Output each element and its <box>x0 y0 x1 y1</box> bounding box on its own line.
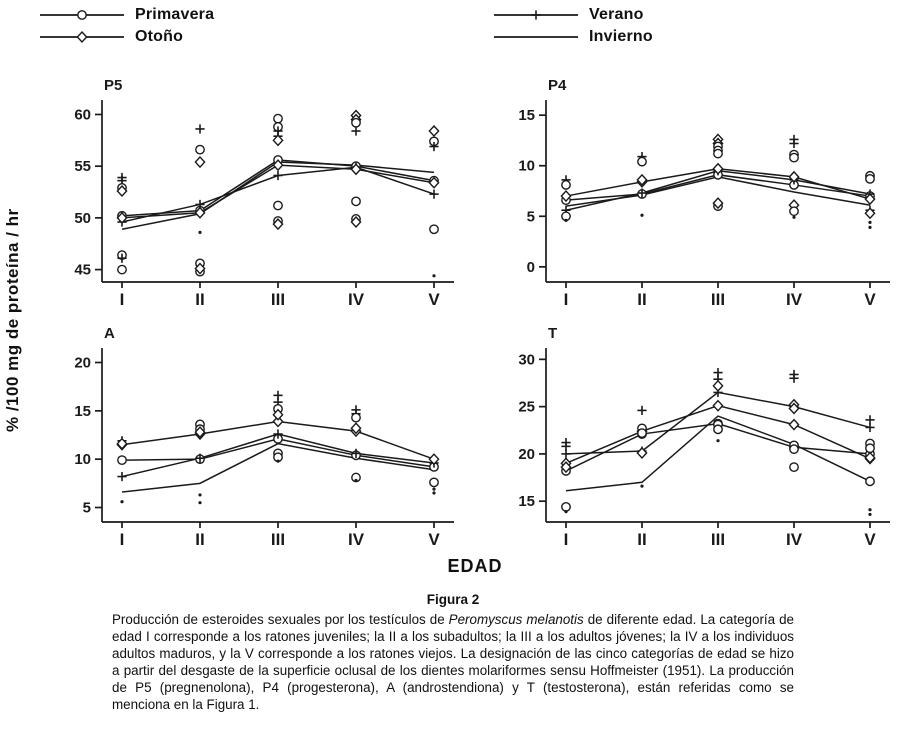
verano-line-plus-icon <box>492 5 580 25</box>
chart-svg-P4 <box>496 70 900 318</box>
subplot-title: A <box>104 325 115 342</box>
x-tick-label: IV <box>785 290 803 309</box>
dot-marker-icon <box>716 439 719 442</box>
x-tick-label: V <box>864 530 876 549</box>
dot-marker-icon <box>198 231 201 234</box>
chart-p5 <box>52 70 464 318</box>
figure-caption <box>112 591 794 713</box>
dot-marker-icon <box>198 493 201 496</box>
diamond-marker-icon <box>77 32 86 42</box>
circle-marker-icon <box>790 153 798 161</box>
y-tick-label: 5 <box>526 208 535 226</box>
y-tick-label: 5 <box>82 499 91 517</box>
circle-marker-icon <box>352 413 360 421</box>
dot-marker-icon <box>432 488 435 491</box>
y-tick-label: 45 <box>74 261 91 279</box>
chart-p4 <box>496 70 900 318</box>
caption-title: Figura 2 <box>426 592 480 607</box>
dot-marker-icon <box>354 479 357 482</box>
circle-marker-icon <box>274 114 282 122</box>
x-tick-label: III <box>270 530 286 549</box>
circle-marker-icon <box>118 456 126 464</box>
circle-marker-icon <box>638 157 646 165</box>
diamond-marker-icon <box>429 126 438 136</box>
circle-marker-icon <box>790 463 798 471</box>
subplot-title: P4 <box>548 77 567 94</box>
x-tick-label: V <box>428 290 440 309</box>
x-tick-label: IV <box>785 530 803 549</box>
x-tick-label: I <box>563 530 569 549</box>
circle-marker-icon <box>790 207 798 215</box>
diamond-marker-icon <box>195 157 204 167</box>
x-tick-label: IV <box>347 530 365 549</box>
diamond-marker-icon <box>713 381 722 391</box>
chart-a <box>52 318 464 558</box>
circle-marker-icon <box>714 149 722 157</box>
x-tick-label: III <box>710 530 726 549</box>
circle-marker-icon <box>352 197 360 205</box>
x-tick-label: II <box>637 290 647 309</box>
y-tick-label: 15 <box>518 493 535 511</box>
circle-marker-icon <box>196 145 204 153</box>
legend-item-invierno <box>492 27 653 47</box>
dot-marker-icon <box>640 484 643 487</box>
circle-marker-icon <box>274 201 282 209</box>
y-tick-label: 60 <box>74 106 91 124</box>
dot-marker-icon <box>564 219 567 222</box>
dot-marker-icon <box>432 491 435 494</box>
circle-marker-icon <box>352 119 360 127</box>
circle-marker-icon <box>714 425 722 433</box>
y-tick-label: 15 <box>74 402 91 420</box>
y-axis-label: % /100 mg de proteína / hr <box>3 208 22 432</box>
species-name: Peromyscus melanotis <box>448 612 584 627</box>
x-tick-label: I <box>563 290 569 309</box>
dot-marker-icon <box>868 221 871 224</box>
y-tick-label: 30 <box>518 351 535 369</box>
otono-line-diamond-icon <box>38 27 126 47</box>
circle-marker-icon <box>790 445 798 453</box>
subplot-title: T <box>548 325 558 342</box>
y-tick-label: 0 <box>526 258 535 276</box>
y-tick-label: 10 <box>518 157 535 175</box>
x-tick-label: II <box>195 530 205 549</box>
dot-marker-icon <box>198 501 201 504</box>
circle-marker-icon <box>866 175 874 183</box>
chart-t <box>496 318 900 558</box>
primavera-line-circle-icon <box>38 5 126 25</box>
dot-marker-icon <box>792 216 795 219</box>
y-tick-label: 10 <box>74 451 91 469</box>
chart-svg-T <box>496 318 900 558</box>
circle-marker-icon <box>78 11 86 19</box>
x-tick-label: III <box>710 290 726 309</box>
y-tick-label: 50 <box>74 209 91 227</box>
x-tick-label: I <box>119 530 125 549</box>
dot-marker-icon <box>120 500 123 503</box>
y-tick-label: 20 <box>74 354 91 372</box>
y-tick-label: 25 <box>518 398 535 416</box>
x-tick-label: V <box>428 530 440 549</box>
circle-marker-icon <box>562 181 570 189</box>
dot-marker-icon <box>564 510 567 513</box>
legend-label-primavera: Primavera <box>135 6 215 23</box>
x-tick-label: II <box>637 530 647 549</box>
x-tick-label: III <box>270 290 286 309</box>
x-tick-label: IV <box>347 290 365 309</box>
circle-marker-icon <box>430 225 438 233</box>
caption-segment: de diferente edad. La categoría de edad I corresponde a los ratones juveniles; la II a los subadultos; la III a los adultos jóvenes; la IV a los individuos adultos maduros, y la V corresponde a los ratones viejos. La designación de las cinco categorías de edad se hizo a partir del desgaste de la superficie oclusal de los dientes molariformes sensu Hoffmeister (1951). La producción de P5 (pregnenolona), P4 (progesterona), A (androstendiona) y T (testosterona), están referidas como se menciona en la Figura 1. <box>112 612 794 712</box>
circle-marker-icon <box>118 265 126 273</box>
subplot-title: P5 <box>104 77 123 94</box>
x-tick-label: I <box>119 290 125 309</box>
y-tick-label: 15 <box>518 107 535 125</box>
dot-marker-icon <box>276 460 279 463</box>
circle-marker-icon <box>866 444 874 452</box>
chart-svg-P5 <box>52 70 464 318</box>
legend-label-invierno: Invierno <box>589 28 653 45</box>
invierno-line-icon <box>492 27 580 47</box>
x-tick-label: V <box>864 290 876 309</box>
legend-item-verano <box>492 5 644 25</box>
dot-marker-icon <box>868 508 871 511</box>
dot-marker-icon <box>432 274 435 277</box>
circle-marker-icon <box>638 429 646 437</box>
circle-marker-icon <box>562 503 570 511</box>
y-tick-label: 20 <box>518 445 535 463</box>
circle-marker-icon <box>866 477 874 485</box>
legend-item-otono <box>38 27 183 47</box>
dot-marker-icon <box>640 214 643 217</box>
circle-marker-icon <box>430 478 438 486</box>
diamond-marker-icon <box>789 420 798 430</box>
diamond-marker-icon <box>713 401 722 411</box>
caption-segment: Producción de esteroides sexuales por los testículos de <box>112 612 449 627</box>
legend-item-primavera <box>38 5 214 25</box>
x-axis-label: EDAD <box>447 556 503 576</box>
legend-label-verano: Verano <box>589 6 644 23</box>
legend-label-otono: Otoño <box>135 28 184 45</box>
caption-text <box>112 611 794 713</box>
x-tick-label: II <box>195 290 205 309</box>
dot-marker-icon <box>868 513 871 516</box>
y-tick-label: 55 <box>74 158 91 176</box>
dot-marker-icon <box>868 226 871 229</box>
chart-svg-A <box>52 318 464 558</box>
